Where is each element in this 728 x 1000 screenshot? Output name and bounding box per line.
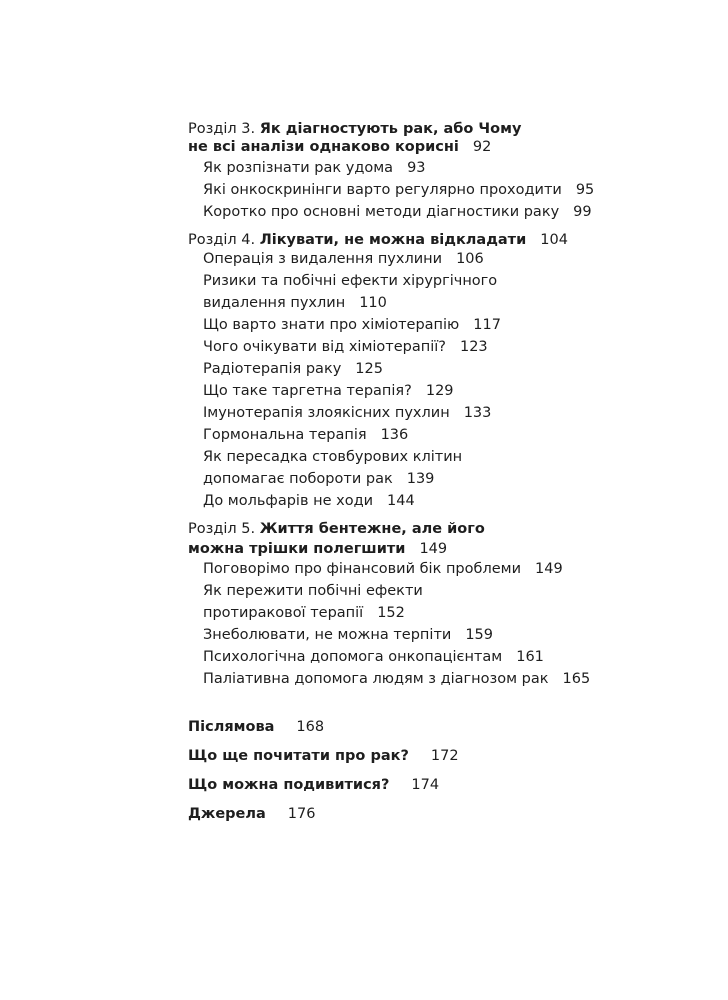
toc-entry bbox=[203, 179, 594, 201]
entry-title-cont: видалення пухлин bbox=[203, 295, 346, 311]
chapter-5-title-cont: можна трішки полегшити bbox=[188, 541, 406, 557]
entry-title: Радіотерапія раку bbox=[203, 361, 342, 377]
entry-page: 117 bbox=[473, 317, 501, 333]
entry-title: Ризики та побічні ефекти хірургічного bbox=[203, 273, 498, 289]
entry-title: Поговорімо про фінансовий бік проблеми bbox=[203, 561, 522, 577]
entry-title: Коротко про основні методи діагностики раку bbox=[203, 204, 560, 220]
toc-entry bbox=[203, 490, 415, 512]
chapter-5-heading-line2 bbox=[188, 538, 447, 560]
toc-entry bbox=[203, 402, 491, 424]
afterword-title: Післямова bbox=[188, 719, 275, 735]
entry-page: 149 bbox=[535, 561, 563, 577]
back-matter-entry bbox=[188, 774, 439, 796]
entry-page: 123 bbox=[459, 339, 488, 355]
sources-page: 176 bbox=[287, 806, 316, 822]
entry-page: 125 bbox=[355, 361, 383, 377]
chapter-5-page: 149 bbox=[419, 541, 448, 557]
entry-page: 152 bbox=[377, 605, 405, 621]
entry-title: Як пережити побічні ефекти bbox=[203, 583, 423, 599]
entry-title: Знеболювати, не можна терпіти bbox=[203, 627, 452, 643]
chapter-3-title: Як діагностують рак, або Чому bbox=[259, 121, 522, 137]
entry-page: 110 bbox=[359, 295, 387, 311]
toc-entry bbox=[203, 558, 563, 580]
chapter-4-page: 104 bbox=[540, 232, 568, 248]
toc-entry bbox=[203, 336, 488, 358]
entry-title-cont: протиракової терапії bbox=[203, 605, 364, 621]
toc-entry bbox=[203, 380, 454, 402]
entry-page: 93 bbox=[407, 160, 426, 176]
entry-title: Гормональна терапія bbox=[203, 427, 367, 443]
toc-entry bbox=[203, 248, 484, 270]
entry-title: Як розпізнати рак удома bbox=[203, 160, 394, 176]
back-matter-entry bbox=[188, 716, 324, 738]
afterword-page: 168 bbox=[296, 719, 325, 735]
chapter-3-page: 92 bbox=[472, 139, 492, 155]
entry-page: 165 bbox=[562, 671, 591, 687]
back-matter-entry bbox=[188, 745, 459, 767]
entry-page: 161 bbox=[516, 649, 544, 665]
toc-entry bbox=[203, 580, 423, 602]
entry-title: Психологічна допомога онкопацієнтам bbox=[203, 649, 503, 665]
chapter-5-title: Життя бентежне, але його bbox=[259, 521, 485, 537]
toc-entry bbox=[203, 201, 592, 223]
entry-page: 159 bbox=[465, 627, 493, 643]
entry-title-cont: допомагає побороти рак bbox=[203, 471, 393, 487]
toc-entry bbox=[203, 646, 544, 668]
entry-title: Що таке таргетна терапія? bbox=[203, 383, 412, 399]
entry-page: 129 bbox=[425, 383, 454, 399]
entry-title: Що варто знати про хіміотерапію bbox=[203, 317, 460, 333]
toc-entry-cont bbox=[203, 292, 387, 314]
entry-title: Які онкоскринінги варто регулярно проходити bbox=[203, 182, 562, 198]
further-reading-title: Що ще почитати про рак? bbox=[188, 748, 409, 764]
chapter-3-prefix: Розділ 3. bbox=[188, 121, 260, 137]
entry-page: 99 bbox=[573, 204, 592, 220]
toc-entry bbox=[203, 624, 493, 646]
what-to-watch-page: 174 bbox=[411, 777, 440, 793]
toc-entry bbox=[203, 314, 501, 336]
toc-entry-cont bbox=[203, 468, 434, 490]
sources-title: Джерела bbox=[188, 806, 266, 822]
further-reading-page: 172 bbox=[430, 748, 459, 764]
toc-entry bbox=[203, 668, 590, 690]
entry-title: Імунотерапія злоякісних пухлин bbox=[203, 405, 450, 421]
chapter-3-title-cont: не всі аналізи однаково корисні bbox=[188, 139, 459, 155]
chapter-5-prefix: Розділ 5. bbox=[188, 521, 260, 537]
entry-title: Як пересадка стовбурових клітин bbox=[203, 449, 463, 465]
chapter-4-prefix: Розділ 4. bbox=[188, 232, 260, 248]
entry-title: Операція з видалення пухлини bbox=[203, 251, 443, 267]
toc-entry bbox=[203, 446, 462, 468]
what-to-watch-title: Що можна подивитися? bbox=[188, 777, 390, 793]
entry-page: 133 bbox=[463, 405, 492, 421]
entry-page: 144 bbox=[387, 493, 415, 509]
toc-entry bbox=[203, 270, 497, 292]
chapter-5-heading bbox=[188, 518, 485, 540]
toc-entry bbox=[203, 424, 408, 446]
entry-page: 139 bbox=[406, 471, 435, 487]
entry-page: 106 bbox=[456, 251, 484, 267]
entry-title: Паліативна допомога людям з діагнозом рак bbox=[203, 671, 549, 687]
entry-title: Чого очікувати від хіміотерапії? bbox=[203, 339, 446, 355]
toc-entry bbox=[203, 358, 383, 380]
chapter-3-heading-line2 bbox=[188, 136, 491, 158]
back-matter-entry bbox=[188, 803, 315, 825]
toc-entry bbox=[203, 157, 426, 179]
entry-title: До мольфарів не ходи bbox=[203, 493, 374, 509]
entry-page: 136 bbox=[380, 427, 409, 443]
chapter-4-title: Лікувати, не можна відкладати bbox=[259, 232, 527, 248]
toc-entry-cont bbox=[203, 602, 405, 624]
entry-page: 95 bbox=[575, 182, 595, 198]
